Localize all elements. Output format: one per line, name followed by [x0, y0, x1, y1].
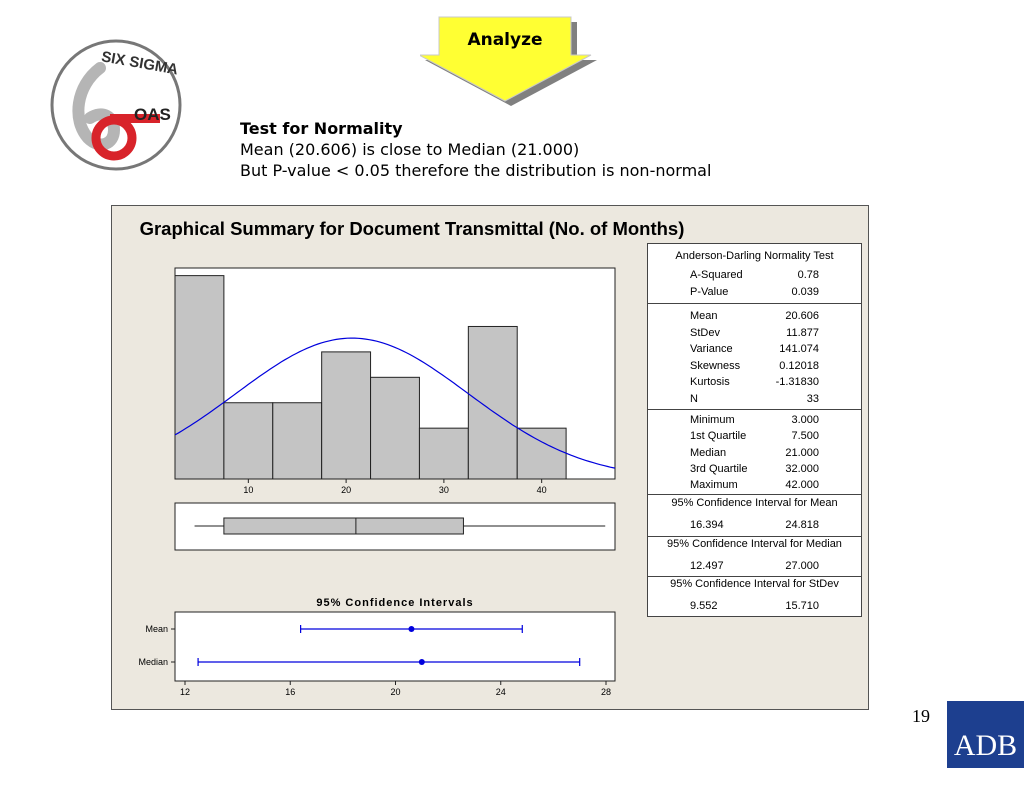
heading-block — [240, 118, 840, 181]
stat-value: 141.074 — [779, 343, 819, 355]
stat-row — [648, 358, 861, 374]
stat-value: -1.31830 — [775, 376, 819, 388]
ci-stat-title: 95% Confidence Interval for Median — [667, 537, 842, 550]
stat-label: 1st Quartile — [690, 430, 747, 443]
page-number: 19 — [912, 706, 930, 726]
stat-row — [648, 558, 861, 574]
six-sigma-oas-logo — [48, 38, 184, 172]
ci-point — [419, 659, 425, 665]
logo-text-top: SIX SIGMA — [100, 48, 180, 79]
stat-label: 12.497 — [690, 559, 724, 572]
stat-value: 15.710 — [785, 600, 819, 612]
ci-frame — [175, 612, 615, 681]
heading-line-2: But P-value < 0.05 therefore the distribution is non-normal — [240, 161, 712, 180]
stat-value: 32.000 — [785, 462, 819, 475]
statistics-table — [647, 243, 862, 617]
stat-value: 20.606 — [785, 310, 819, 322]
stat-row — [648, 308, 861, 324]
histogram-bar — [419, 428, 468, 479]
stat-divider — [648, 536, 861, 537]
ci-stat-title: 95% Confidence Interval for Mean — [671, 497, 838, 509]
stat-value: 24.818 — [785, 519, 819, 531]
stat-row — [648, 391, 861, 407]
stat-value: 33 — [806, 392, 819, 405]
ci-point — [408, 626, 414, 632]
stat-row — [648, 374, 861, 390]
stat-value: 42.000 — [785, 479, 819, 492]
stat-row — [648, 428, 861, 444]
boxplot-box — [224, 518, 464, 534]
stat-row — [648, 412, 861, 428]
histogram-tick-label: 10 — [243, 485, 254, 495]
stat-row — [648, 267, 861, 283]
stat-label: Skewness — [690, 359, 741, 372]
stat-divider — [648, 494, 861, 495]
histogram-tick-label: 30 — [438, 485, 449, 495]
ad-test-title: Anderson-Darling Normality Test — [675, 250, 834, 262]
ci-tick-label: 24 — [495, 687, 506, 697]
ci-tick-label: 16 — [285, 687, 296, 697]
stat-value: 7.500 — [791, 430, 819, 443]
stat-value: 0.78 — [797, 269, 819, 281]
ci-tick-label: 20 — [390, 687, 401, 697]
stat-label: Mean — [690, 310, 718, 322]
stat-label: 16.394 — [690, 519, 724, 531]
ci-stat-title: 95% Confidence Interval for StDev — [670, 578, 839, 590]
ci-chart-title: 95% Confidence Intervals — [316, 597, 474, 609]
chart-title: Graphical Summary for Document Transmittal (No. of Months) — [139, 218, 685, 239]
stat-label: 9.552 — [690, 600, 718, 612]
stat-row — [648, 517, 861, 533]
histogram-tick-label: 20 — [341, 485, 352, 495]
heading-title: Test for Normality — [240, 119, 403, 138]
ci-row-label: Median — [138, 657, 168, 667]
histogram-tick-label: 40 — [536, 485, 547, 495]
histogram-bar — [273, 403, 322, 479]
histogram-bar — [371, 377, 420, 479]
stat-divider — [648, 303, 861, 304]
ci-tick-label: 28 — [600, 687, 612, 697]
histogram-x-ticks — [243, 479, 546, 495]
histogram-bar — [517, 428, 566, 479]
stat-divider — [648, 409, 861, 410]
analyze-label: Analyze — [467, 30, 543, 50]
stat-label: StDev — [690, 326, 720, 339]
ci-row-label: Mean — [145, 624, 168, 634]
stat-divider — [648, 576, 861, 577]
histogram-bar — [322, 352, 371, 479]
heading-line-1: Mean (20.606) is close to Median (21.000) — [240, 140, 580, 159]
stat-label: Maximum — [690, 479, 738, 492]
stat-value: 0.039 — [791, 285, 819, 298]
stat-label: P-Value — [690, 285, 729, 298]
stat-label: Variance — [690, 343, 733, 355]
adb-logo: ADB — [947, 701, 1024, 768]
stat-value: 0.12018 — [779, 359, 819, 372]
stat-value: 21.000 — [785, 446, 819, 459]
stat-label: Median — [690, 446, 727, 459]
stat-row — [648, 598, 861, 614]
graphical-summary-panel — [111, 205, 869, 710]
stat-row — [648, 284, 861, 300]
stat-row — [648, 341, 861, 357]
histogram-bar — [468, 326, 517, 479]
analyze-arrow-button[interactable] — [420, 14, 600, 110]
stat-row — [648, 477, 861, 493]
stat-label: Minimum — [690, 414, 735, 426]
stat-value: 3.000 — [791, 414, 819, 426]
ci-tick-label: 12 — [179, 687, 191, 697]
stat-label: Kurtosis — [690, 376, 730, 388]
stat-label: N — [690, 392, 698, 405]
summary-charts — [112, 206, 642, 706]
stat-row — [648, 461, 861, 477]
logo-text-bottom: OAS — [134, 105, 171, 124]
stat-label: 3rd Quartile — [690, 462, 748, 475]
stat-value: 27.000 — [785, 559, 819, 572]
stat-row — [648, 325, 861, 341]
stat-row — [648, 445, 861, 461]
histogram-bar — [224, 403, 273, 479]
stat-value: 11.877 — [786, 326, 819, 339]
stat-label: A-Squared — [690, 269, 743, 281]
histogram-bar — [175, 276, 224, 479]
